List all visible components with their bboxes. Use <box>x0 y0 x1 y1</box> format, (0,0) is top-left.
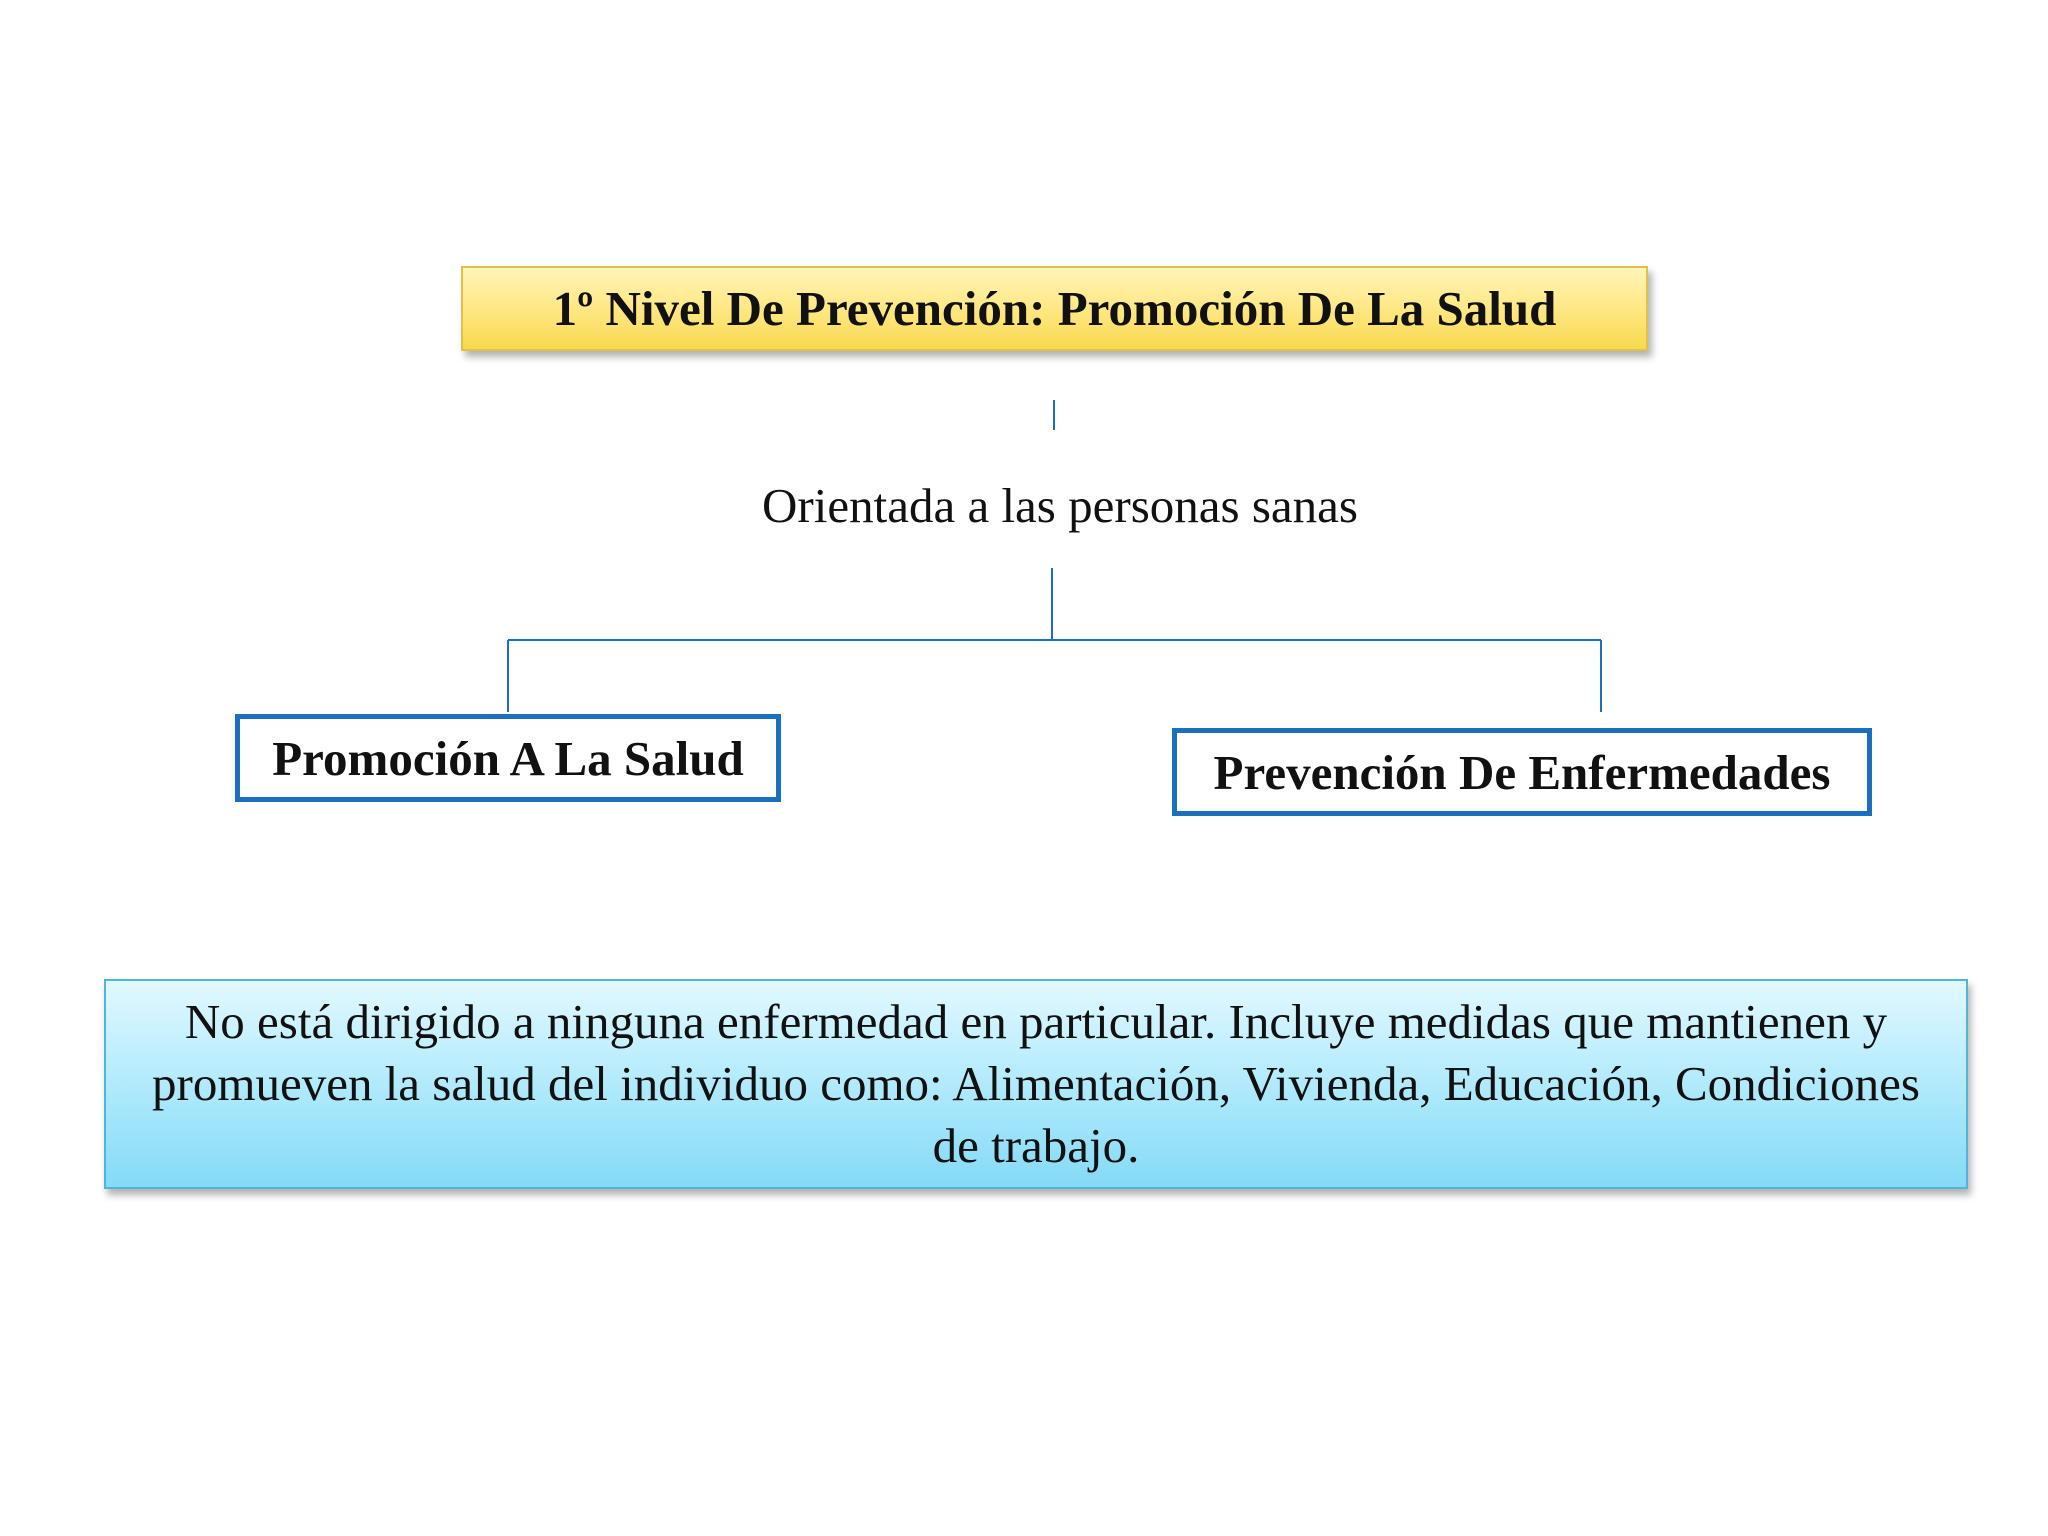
diagram-title: 1º Nivel De Prevención: Promoción De La Salud <box>552 281 1557 336</box>
branch-prevencion-label: Prevención De Enfermedades <box>1213 744 1831 800</box>
description-box <box>104 979 1968 1189</box>
description-text: No está dirigido a ninguna enfermedad en particular. Incluye medidas que mantienen y promueven la salud del individuo como: Alimentación, Vivienda, Educación, Condiciones de trabajo. <box>152 994 1920 1173</box>
subtitle-text: Orientada a las personas sanas <box>762 477 1358 533</box>
branch-prevencion-box <box>1172 728 1872 816</box>
diagram-title-box <box>461 266 1648 351</box>
branch-promocion-label: Promoción A La Salud <box>272 730 744 786</box>
subtitle-node <box>560 470 1560 540</box>
branch-promocion-box <box>235 714 781 802</box>
